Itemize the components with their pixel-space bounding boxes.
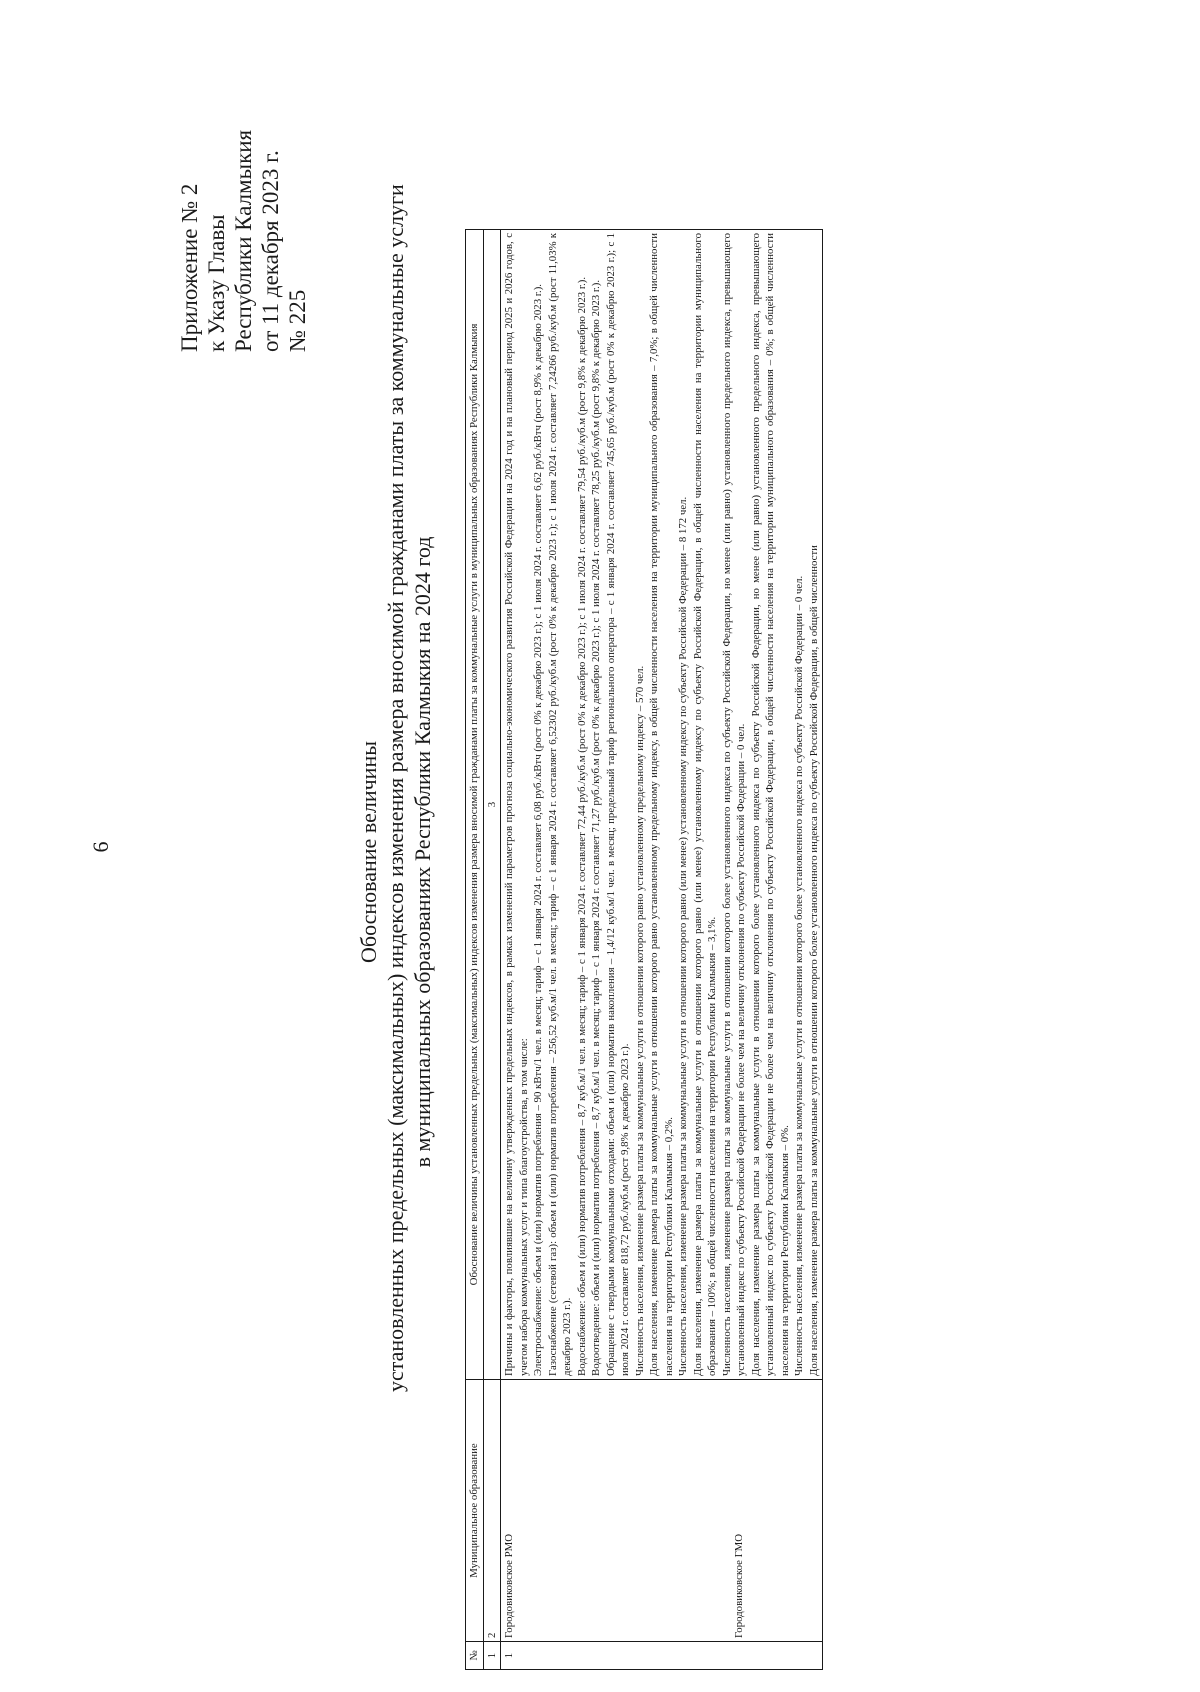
appendix-line: от 11 декабря 2023 г. xyxy=(258,150,283,352)
municipality-name-2: Городовиковское ГМО xyxy=(732,1533,745,1638)
justification-table xyxy=(465,229,823,1670)
title-line: Обоснование величины xyxy=(356,741,381,964)
appendix-line: № 225 xyxy=(285,289,310,352)
justification-paragraph: Водоотведение: объем и (или) норматив потребления – 8,7 куб.м/1 чел. в месяц; тариф – с 1 января 2024 г. составляет 71,27 руб./куб.м (рост 0% к декабрю 2023 г.); с 1 июля 2024 г. составляет 78,25 руб./куб.м (рост 9,8% к декабрю 2023 г.). xyxy=(590,279,602,1376)
justification-paragraph: Доля населения, изменение размера платы за коммунальные услуги в отношении которого равно (или менее) установленному индексу по субъекту Российской Федерации, в общей численности населения на территории муниципального образования – 100%; в общей численности населения на территории Республики Калмыкия – 3,1%. xyxy=(691,233,718,1376)
appendix-line: Республики Калмыкия xyxy=(231,129,256,352)
justification-paragraph: Численность населения, изменение размера платы за коммунальные услуги в отношении которого более установленного индекса по субъекту Российской Федерации, но менее (или равно) установленного предельного индекса, превышающего установленный индекс по субъекту Российской Федерации не более чем на величину отклонения по субъекту Российской Федерации – 0 чел. xyxy=(720,233,747,1376)
header-justification: Обоснование величины установленных предельных (максимальных) индексов изменения размера вносимой гражданами платы за коммунальные услуги в муниципальных образованиях Республики Калмыкия xyxy=(466,230,484,1380)
document-title xyxy=(355,184,436,1392)
title-line: в муниципальных образованиях Республики Калмыкия на 2024 год xyxy=(410,536,435,1168)
justification-paragraph: Численность населения, изменение размера платы за коммунальные услуги в отношении которого равно установленному предельному индексу – 570 чел. xyxy=(633,665,646,1376)
justification-paragraph: Доля населения, изменение размера платы за коммунальные услуги в отношении которого равно установленному предельному индексу, в общей численности населения на территории муниципального образования – 7,0%; в общей численности населения на территории Республики Калмыкия – 0,2%. xyxy=(648,233,675,1376)
justification-paragraph: Электроснабжение: объем и (или) норматив потребления – 90 кВтч/1 чел. в месяц; тариф – с 1 января 2024 г. составляет 6,08 руб./кВтч (рост 0% к декабрю 2023 г.); с 1 июля 2024 г. составляет 6,62 руб./кВтч (рост 8,9% к декабрю 2023 г.). xyxy=(532,284,544,1376)
justification-paragraph: Доля населения, изменение размера платы за коммунальные услуги в отношении которого более установленного индекса по субъекту Российской Федерации, в общей численности xyxy=(807,545,820,1376)
justification-paragraph: Газоснабжение (сетевой газ): объем и (или) норматив потребления – 256,52 куб.м/1 чел. в месяц; тариф – с 1 января 2024 г. составляет 6,52302 руб./куб.м (рост 0% к декабрю 2023 г.); с 1 июля 2024 г. составляет 7,24266 руб./куб.м (рост 11,03% к декабрю 2023 г.). xyxy=(546,233,573,1376)
justification-paragraph: Доля населения, изменение размера платы за коммунальные услуги в отношении которого более установленного индекса по субъекту Российской Федерации, но менее (или равно) установленного предельного индекса, превышающего установленный индекс по субъекту Российской Федерации не более чем на величину отклонения по субъекту Российской Федерации, в общей численности населения на территории муниципального образования – 0%; в общей численности населения на территории Республики Калмыкия – 0%. xyxy=(749,233,791,1376)
header-num: № xyxy=(466,1642,484,1670)
justification-paragraph: Обращение с твердыми коммунальными отходами: объем и (или) норматив накопления – 1,4/12 куб.м/1 чел. в месяц; предельный тариф регионального оператора – с 1 января 2024 г. составляет 745,65 руб./куб.м (рост 0% к декабрю 2023 г.); с 1 июля 2024 г. составляет 818,72 руб./куб.м (рост 9,8% к декабрю 2023 г.). xyxy=(604,233,631,1376)
table-row xyxy=(501,230,823,1670)
municipality-name xyxy=(501,1380,823,1642)
justification-paragraph: Водоснабжение: объем и (или) норматив потребления – 8,7 куб.м/1 чел. в месяц; тариф – с 1 января 2024 г. составляет 72,44 руб./куб.м (рост 0% к декабрю 2023 г.); с 1 июля 2024 г. составляет 79,54 руб./куб.м (рост 9,8% к декабрю 2023 г.). xyxy=(575,276,588,1376)
table-header-row xyxy=(466,230,484,1670)
col-number: 3 xyxy=(483,230,501,1380)
justification-paragraph: Численность населения, изменение размера платы за коммунальные услуги в отношении которого равно (или менее) установленному индексу по субъекту Российской Федерации – 8 172 чел. xyxy=(677,496,689,1376)
header-mo: Муниципальное образование xyxy=(466,1380,484,1642)
appendix-line: Приложение № 2 xyxy=(177,183,202,352)
justification-paragraph: Причины и факторы, повлиявшие на величину утвержденных предельных индексов, в рамках изменений параметров прогноза социально-экономического развития Российской Федерации на 2024 год и на плановый период 2025 и 2026 годов, с учетом набора коммунальных услуг и типа благоустройства, в том числе: xyxy=(503,233,530,1376)
cell-spacer xyxy=(517,1383,732,1638)
col-number: 1 xyxy=(483,1642,501,1670)
justification-paragraph: Численность населения, изменение размера платы за коммунальные услуги в отношении которого более установленного индекса по субъекту Российской Федерации – 0 чел. xyxy=(793,575,805,1376)
title-line: установленных предельных (максимальных) индексов изменения размера вносимой гражданами платы за коммунальные услуги xyxy=(383,184,408,1392)
col-number: 2 xyxy=(483,1380,501,1642)
municipality-name-1: Городовиковское РМО xyxy=(503,1534,515,1638)
row-number: 1 xyxy=(501,1642,823,1670)
column-number-row xyxy=(483,230,501,1670)
justification-cell xyxy=(501,230,823,1380)
page-number: 6 xyxy=(88,841,113,853)
appendix-header xyxy=(176,22,311,352)
appendix-line: к Указу Главы xyxy=(204,214,229,352)
